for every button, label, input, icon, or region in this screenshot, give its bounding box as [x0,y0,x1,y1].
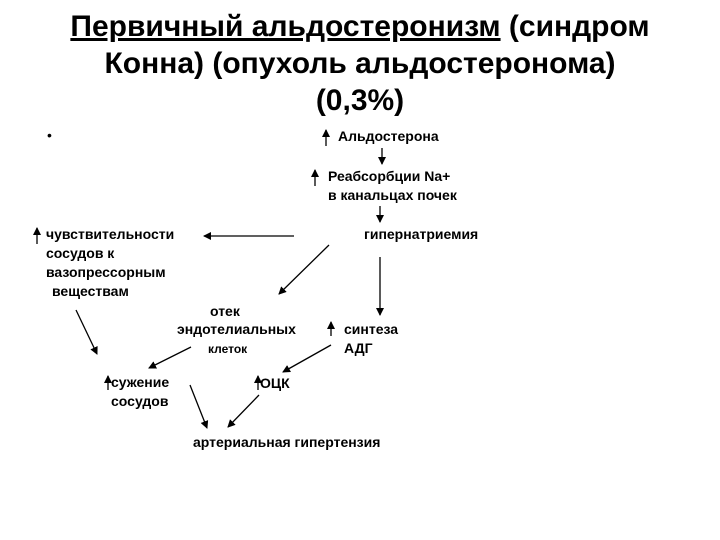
node-hypernatremia: гипернатриемия [364,226,479,242]
node-edema-line-2: эндотелиальных [177,321,296,337]
node-reabsorption-line-1: Реабсорбции Na+ [328,168,451,184]
node-narrowing-line-2: сосудов [111,393,169,409]
node-sensitivity-line-1: чувствительности [46,226,175,242]
title-rest: (синдром [500,10,650,43]
bullet: • [47,127,52,143]
node-reabsorption-line-2: в канальцах почек [328,187,457,203]
node-sensitivity-line-4: веществам [52,283,129,299]
arrow-synthesis-to-ock [283,345,331,372]
node-aldosterone: Альдостерона [338,128,439,144]
arrow-ock-to-hypertension [228,395,259,427]
node-ock: ОЦК [260,375,290,391]
node-edema-line-3: клеток [208,342,248,356]
node-synthesis-line-2: АДГ [344,340,373,356]
arrow-sensitivity-to-narrowing [76,310,97,354]
arrow-edema-to-narrowing [149,347,191,368]
node-hypertension: артериальная гипертензия [193,434,381,450]
node-narrowing-line-1: сужение [111,374,170,390]
node-sensitivity-line-2: сосудов к [46,245,115,261]
node-synthesis-line-1: синтеза [344,321,399,337]
title-underlined: Первичный альдостеронизм [70,10,501,43]
arrow-narrowing-to-hypertension [190,385,207,428]
node-edema-line-1: отек [210,303,240,319]
title-line-3: (0,3%) [315,84,405,117]
arrow-hypernatremia-to-edema [279,245,329,294]
node-sensitivity-line-3: вазопрессорным [46,264,166,280]
title-line-2: Конна) (опухоль альдостеронома) [104,47,616,80]
